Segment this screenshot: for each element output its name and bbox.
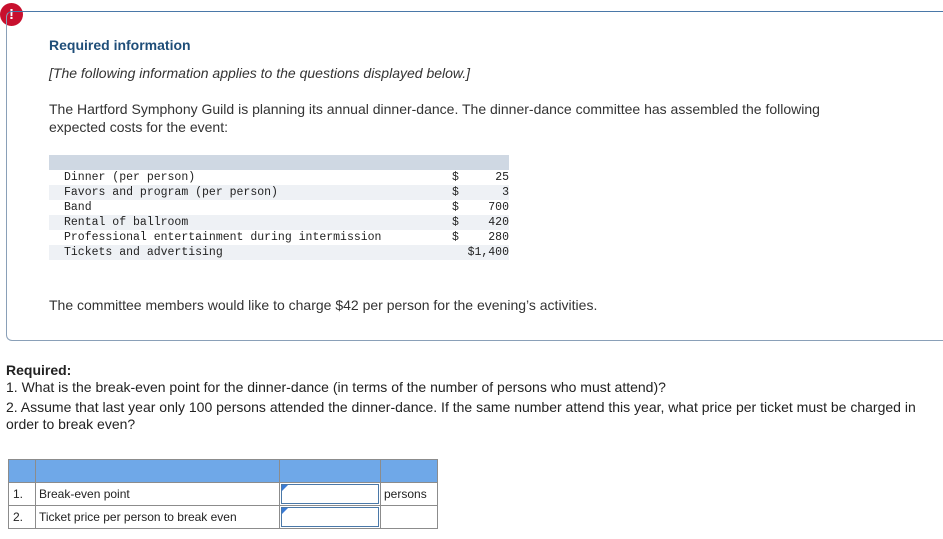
cost-table xyxy=(49,155,509,260)
info-title: Required information xyxy=(49,37,191,53)
break-even-input-cell xyxy=(280,483,381,506)
break-even-input[interactable] xyxy=(281,484,379,504)
answer-row xyxy=(9,483,438,506)
alert-icon: ! xyxy=(0,3,23,26)
answer-table xyxy=(8,459,438,529)
cost-row xyxy=(49,215,509,230)
cost-label: Professional entertainment during intermission xyxy=(64,231,382,244)
cost-label: Dinner (per person) xyxy=(64,171,196,184)
cost-label: Tickets and advertising xyxy=(64,246,223,259)
cost-dollar: $ xyxy=(452,186,459,199)
answer-table-header xyxy=(9,460,438,483)
header-cell xyxy=(9,460,36,483)
cost-row xyxy=(49,245,509,260)
cost-amount: 700 xyxy=(488,201,509,214)
answer-row xyxy=(9,506,438,529)
cost-label: Band xyxy=(64,201,92,214)
answer-unit xyxy=(381,506,438,529)
ticket-price-input[interactable] xyxy=(281,507,379,527)
cost-dollar: $ xyxy=(452,216,459,229)
info-note: [The following information applies to the questions displayed below.] xyxy=(49,65,471,81)
answer-label: Break-even point xyxy=(36,483,280,506)
cost-label: Favors and program (per person) xyxy=(64,186,278,199)
cost-table-header xyxy=(49,155,509,170)
answer-label: Ticket price per person to break even xyxy=(36,506,280,529)
header-cell xyxy=(280,460,381,483)
question-2: 2. Assume that last year only 100 persons attended the dinner-dance. If the same number attend this year, what price per ticket must be charged in order to break even? xyxy=(6,399,916,432)
cost-amount: $1,400 xyxy=(467,246,509,259)
answer-unit: persons xyxy=(381,483,438,506)
answer-number: 2. xyxy=(9,506,36,529)
ticket-price-input-cell xyxy=(280,506,381,529)
charge-note: The committee members would like to charge $42 per person for the evening’s activities. xyxy=(49,297,598,313)
cost-row xyxy=(49,170,509,185)
cost-dollar: $ xyxy=(452,171,459,184)
header-cell xyxy=(381,460,438,483)
cost-dollar: $ xyxy=(452,231,459,244)
header-cell xyxy=(36,460,280,483)
cost-row xyxy=(49,200,509,215)
cost-amount: 280 xyxy=(488,231,509,244)
cost-row xyxy=(49,230,509,245)
cost-amount: 420 xyxy=(488,216,509,229)
cost-row xyxy=(49,185,509,200)
cost-amount: 25 xyxy=(495,171,509,184)
info-intro: The Hartford Symphony Guild is planning its annual dinner-dance. The dinner-dance committee has assembled the following expected costs for the event: xyxy=(49,101,820,135)
cost-amount: 3 xyxy=(502,186,509,199)
required-heading: Required: xyxy=(6,362,72,378)
answer-number: 1. xyxy=(9,483,36,506)
cost-label: Rental of ballroom xyxy=(64,216,189,229)
cost-dollar: $ xyxy=(452,201,459,214)
question-1: 1. What is the break-even point for the dinner-dance (in terms of the number of persons who must attend)? xyxy=(6,379,666,395)
